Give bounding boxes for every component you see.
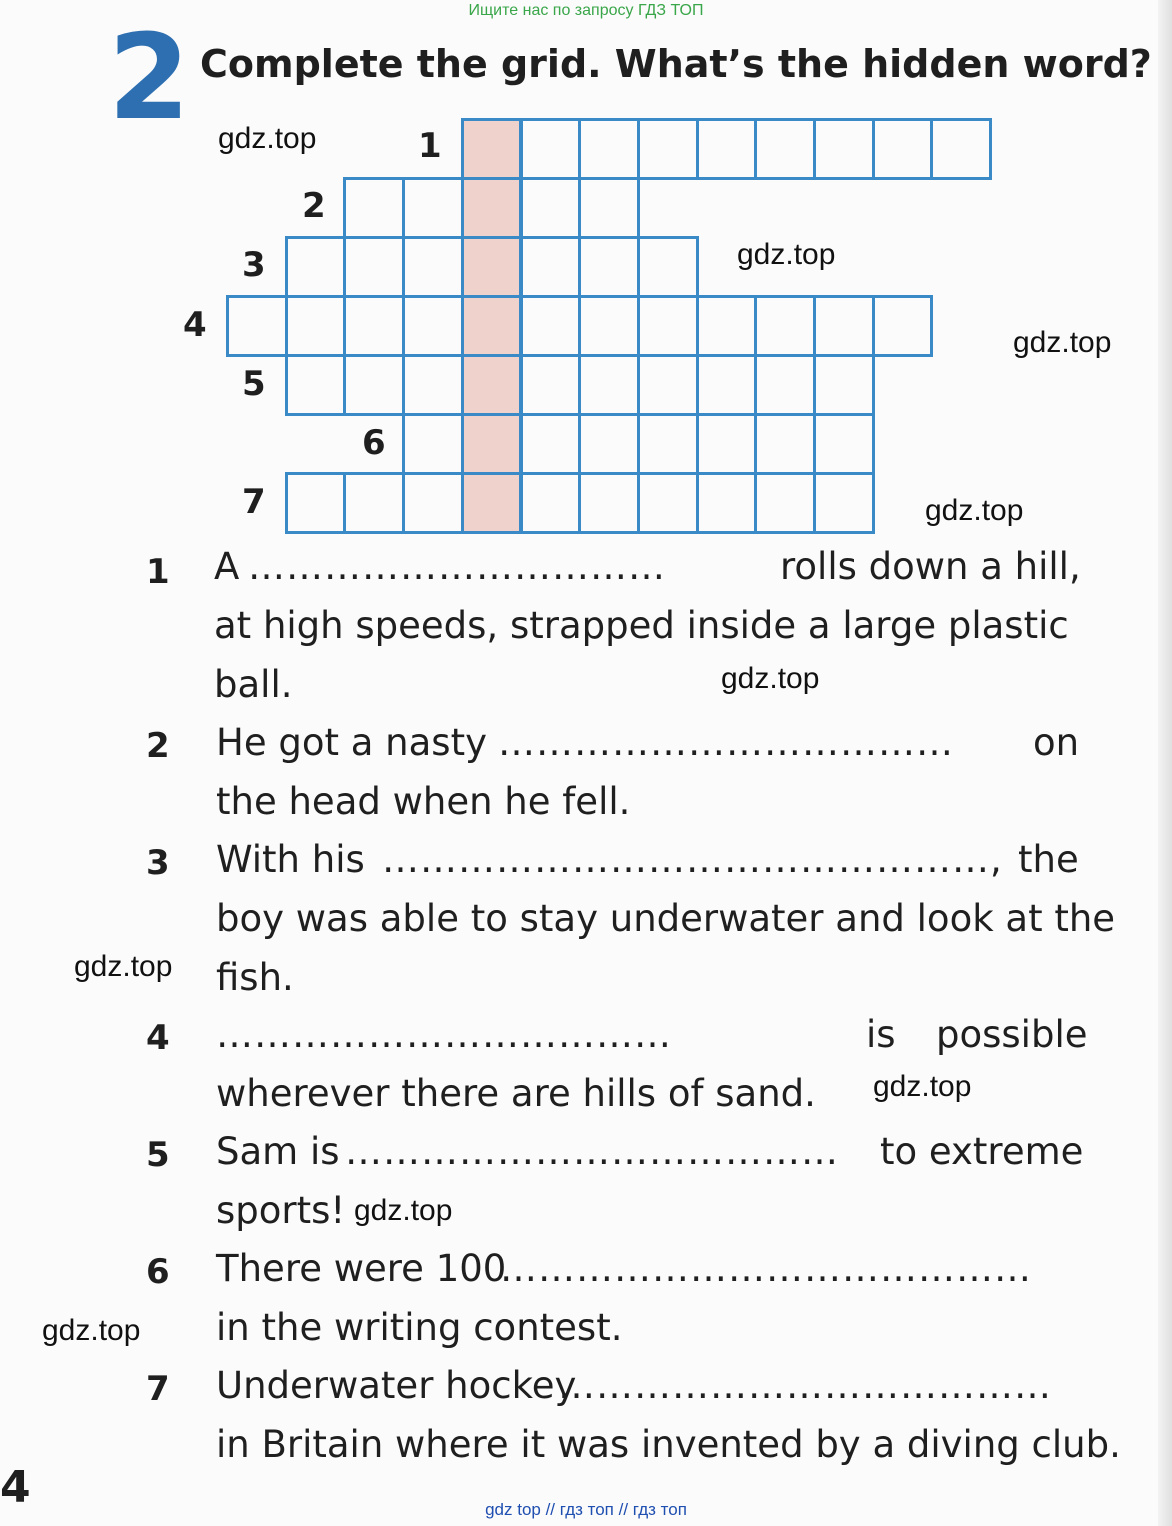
watermark: gdz.top [42,1314,141,1347]
grid-cell[interactable] [930,118,992,180]
grid-cell[interactable] [696,413,758,475]
clue-1-text: rolls down a hill, [780,545,1081,588]
answer-blank-5[interactable]: ………………………………… [345,1130,839,1173]
row-label-7: 7 [242,482,266,522]
grid-cell[interactable] [520,354,582,416]
grid-cell[interactable] [285,472,347,534]
grid-cell[interactable] [813,295,875,357]
watermark: gdz.top [925,494,1024,527]
row-label-3: 3 [242,245,266,285]
grid-cell[interactable] [637,354,699,416]
clue-number-4: 4 [146,1018,170,1058]
grid-cell[interactable] [343,236,405,298]
grid-cell[interactable] [872,118,934,180]
grid-cell[interactable] [578,354,640,416]
clue-6-text: in the writing contest. [216,1306,623,1349]
grid-cell[interactable] [520,472,582,534]
grid-cell[interactable] [578,413,640,475]
grid-cell[interactable] [285,236,347,298]
grid-cell[interactable] [520,118,582,180]
grid-cell[interactable] [637,236,699,298]
answer-blank-3[interactable]: …………………………………………, [382,838,1003,881]
grid-cell[interactable] [637,472,699,534]
watermark: gdz.top [74,950,173,983]
grid-cell[interactable] [402,354,464,416]
grid-cell[interactable] [402,236,464,298]
grid-cell[interactable] [637,118,699,180]
grid-cell[interactable] [754,413,816,475]
clue-1-text: A [214,545,240,588]
watermark: gdz.top [354,1194,453,1227]
answer-blank-7[interactable]: ………………………………… [558,1364,1052,1407]
grid-cell[interactable] [520,413,582,475]
clue-number-2: 2 [146,726,170,766]
grid-cell[interactable] [402,295,464,357]
clue-3-text: With his [216,838,365,881]
hidden-word-cell[interactable] [461,236,523,298]
clue-2-text: the head when he fell. [216,780,631,823]
clue-5-text: sports! [216,1189,346,1232]
row-label-5: 5 [242,364,266,404]
clue-number-6: 6 [146,1252,170,1292]
clue-1-text: at high speeds, strapped inside a large plastic [214,604,1069,647]
watermark: gdz.top [218,122,317,155]
row-label-1: 1 [418,126,442,166]
clue-4-text: is [866,1013,896,1056]
grid-cell[interactable] [402,413,464,475]
grid-cell[interactable] [696,472,758,534]
hidden-word-cell[interactable] [461,354,523,416]
row-label-2: 2 [302,186,326,226]
grid-cell[interactable] [754,354,816,416]
answer-blank-2[interactable]: ……………………………… [498,721,954,764]
clue-2-text: He got a nasty [216,721,487,764]
grid-cell[interactable] [520,295,582,357]
grid-cell[interactable] [343,354,405,416]
clue-3-text: the [1018,838,1079,881]
grid-cell[interactable] [578,236,640,298]
grid-cell[interactable] [402,472,464,534]
grid-cell[interactable] [578,295,640,357]
answer-blank-4[interactable]: ……………………………… [216,1013,672,1056]
watermark: gdz.top [1013,326,1112,359]
grid-cell[interactable] [520,236,582,298]
grid-cell[interactable] [637,295,699,357]
clue-6-text: There were 100 [216,1247,507,1290]
row-label-4: 4 [183,305,207,345]
clue-7-text: in Britain where it was invented by a diving club. [216,1423,1121,1466]
clue-4-text: wherever there are hills of sand. [216,1072,816,1115]
grid-cell[interactable] [872,295,934,357]
clue-3-text: fish. [216,956,294,999]
clue-7-text: Underwater hockey [216,1364,577,1407]
grid-cell[interactable] [754,472,816,534]
grid-cell[interactable] [578,118,640,180]
page-number: 4 [0,1462,31,1513]
grid-cell[interactable] [285,354,347,416]
page-edge [1158,0,1172,1526]
grid-cell[interactable] [754,295,816,357]
grid-cell[interactable] [813,472,875,534]
grid-cell[interactable] [343,177,405,239]
answer-blank-6[interactable]: …………………………………… [500,1247,1032,1290]
clue-3-text: boy was able to stay underwater and look at the [216,897,1116,940]
clue-4-text: possible [936,1013,1088,1056]
grid-cell[interactable] [813,354,875,416]
grid-cell[interactable] [226,295,288,357]
top-banner: Ищите нас по запросу ГДЗ ТОП [468,2,704,19]
hidden-word-cell[interactable] [461,177,523,239]
grid-cell[interactable] [578,177,640,239]
clue-5-text: Sam is [216,1130,340,1173]
grid-cell[interactable] [285,295,347,357]
exercise-heading: Complete the grid. What’s the hidden word? [200,42,1152,86]
hidden-word-cell[interactable] [461,413,523,475]
clue-5-text: to extreme [880,1130,1084,1173]
grid-cell[interactable] [637,413,699,475]
grid-cell[interactable] [520,177,582,239]
answer-blank-1[interactable]: …………………………… [248,545,666,588]
clue-1-text: ball. [214,663,293,706]
clue-number-7: 7 [146,1369,170,1409]
hidden-word-cell[interactable] [461,118,523,180]
watermark: gdz.top [737,238,836,271]
grid-cell[interactable] [578,472,640,534]
clue-number-5: 5 [146,1135,170,1175]
hidden-word-cell[interactable] [461,295,523,357]
watermark: gdz.top [721,662,820,695]
grid-cell[interactable] [696,295,758,357]
grid-cell[interactable] [343,472,405,534]
grid-cell[interactable] [813,118,875,180]
grid-cell[interactable] [754,118,816,180]
grid-cell[interactable] [813,413,875,475]
footer-watermark: gdz top // гдз топ // гдз топ [485,1500,687,1519]
grid-cell[interactable] [696,118,758,180]
watermark: gdz.top [873,1070,972,1103]
row-label-6: 6 [362,423,386,463]
grid-cell[interactable] [343,295,405,357]
clue-2-text: on [1033,721,1080,764]
hidden-word-cell[interactable] [461,472,523,534]
clue-number-1: 1 [146,552,170,592]
exercise-number: 2 [108,8,191,146]
clue-number-3: 3 [146,843,170,883]
grid-cell[interactable] [696,354,758,416]
grid-cell[interactable] [402,177,464,239]
